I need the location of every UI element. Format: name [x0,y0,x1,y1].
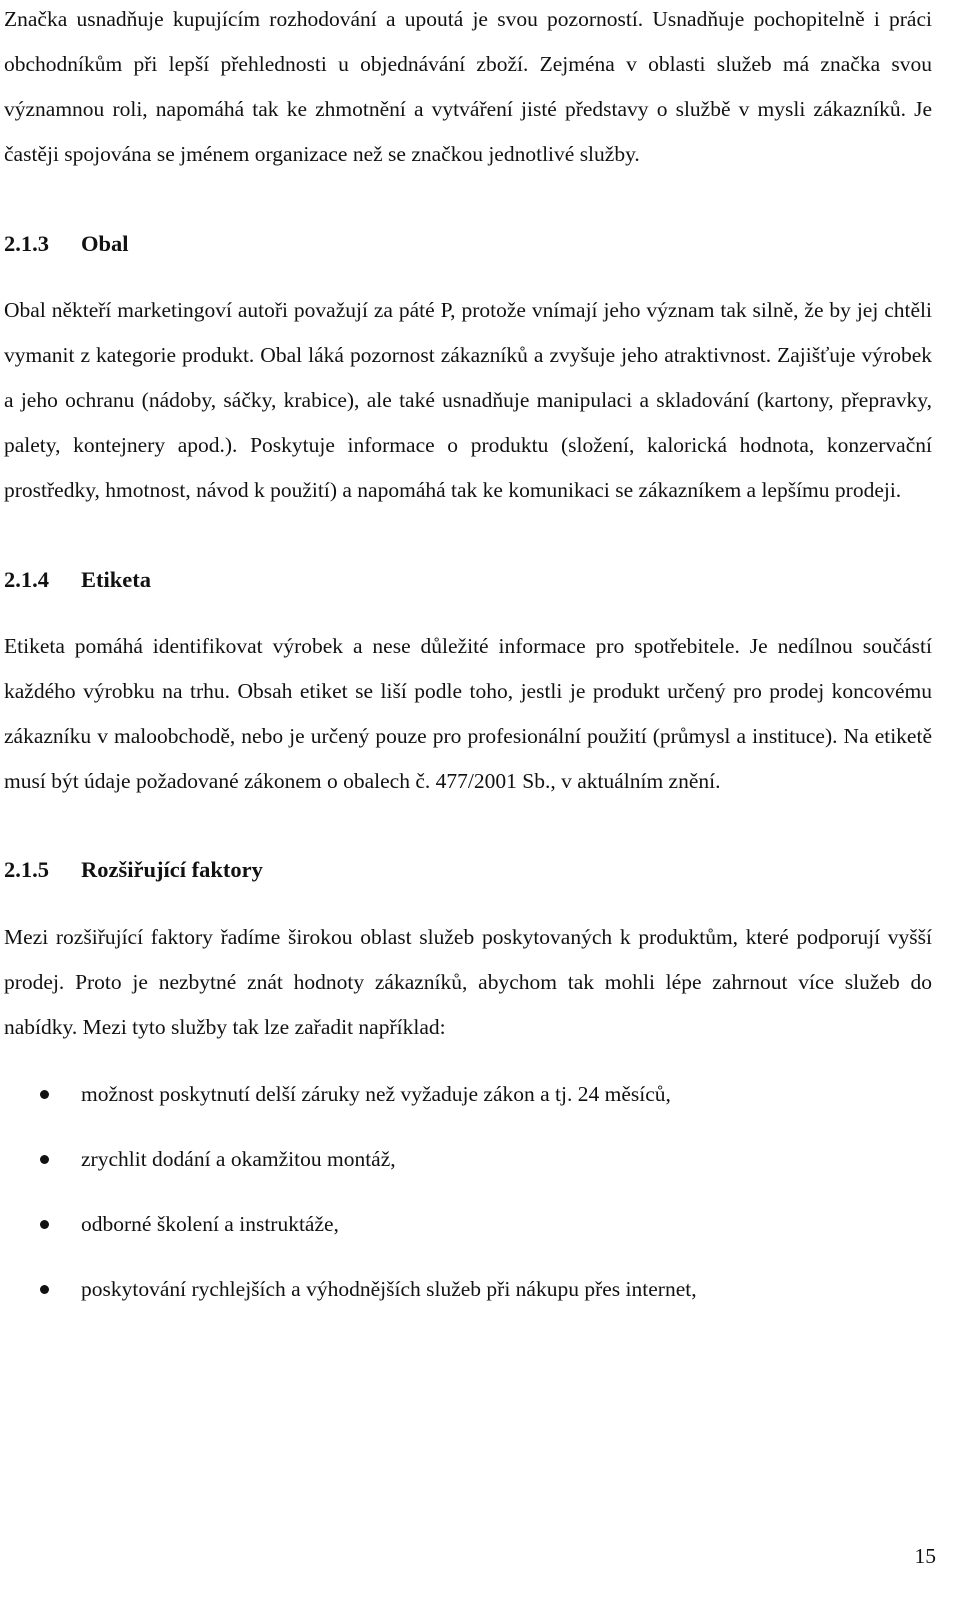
bullet-icon [40,1090,49,1099]
bullet-icon [40,1285,49,1294]
section-number: 2.1.5 [4,857,49,882]
section-heading-etiketa [4,557,932,602]
list-item [4,1267,932,1312]
section-body-obal: Obal někteří marketingoví autoři považují za páté P, protože vnímají jeho význam tak silně, že by jej chtěli vymanit z kategorie produkt. Obal láká pozornost zákazníků a zvyšuje jeho atraktivnost. Zajišťuje výrobek a jeho ochranu (nádoby, sáčky, krabice), ale také usnadňuje manipulaci a skladování (kartony, přepravky, palety, kontejnery apod.). Poskytuje informace o produktu (složení, kalorická hodnota, konzervační prostředky, hmotnost, návod k použití) a napomáhá tak ke komunikaci se zákazníkem a lepšímu prodeji. [4,298,932,502]
list-item-text: možnost poskytnutí delší záruky než vyžaduje zákon a tj. 24 měsíců, [81,1082,671,1106]
services-bullet-list [4,1072,932,1312]
list-item [4,1137,932,1182]
section-title: Obal [81,231,129,256]
section-title: Rozšiřující faktory [81,857,263,882]
list-item-text: poskytování rychlejších a výhodnějších služeb při nákupu přes internet, [81,1277,697,1301]
page-number: 15 [914,1544,936,1568]
section-body-etiketa: Etiketa pomáhá identifikovat výrobek a nese důležité informace pro spotřebitele. Je nedílnou součástí každého výrobku na trhu. Obsah etiket se liší podle toho, jestli je produkt určený pro prodej koncovému zákazníku v maloobchodě, nebo je určený pouze pro profesionální použití (průmysl a instituce). Na etiketě musí být údaje požadované zákonem o obalech č. 477/2001 Sb., v aktuálním znění. [4,634,932,793]
section-title: Etiketa [81,567,151,592]
bullet-icon [40,1220,49,1229]
bullet-icon [40,1155,49,1164]
section-number: 2.1.4 [4,567,49,592]
document-page [4,0,932,1332]
intro-paragraph: Značka usnadňuje kupujícím rozhodování a upoutá je svou pozorností. Usnadňuje pochopitelně i práci obchodníkům při lepší přehlednosti u objednávání zboží. Zejména v oblasti služeb má značka svou významnou roli, napomáhá tak ke zhmotnění a vytváření jisté představy o službě v mysli zákazníků. Je častěji spojována se jménem organizace než se značkou jednotlivé služby. [4,7,932,166]
section-number: 2.1.3 [4,231,49,256]
section-heading-rozsirujici-faktory [4,847,932,892]
list-item-text: odborné školení a instruktáže, [81,1212,339,1236]
section-heading-obal [4,221,932,266]
section-body-rozsirujici-faktory: Mezi rozšiřující faktory řadíme širokou oblast služeb poskytovaných k produktům, které podporují vyšší prodej. Proto je nezbytné znát hodnoty zákazníků, abychom tak mohli lépe zahrnout více služeb do nabídky. Mezi tyto služby tak lze zařadit například: [4,925,932,1039]
list-item [4,1202,932,1247]
list-item [4,1072,932,1117]
list-item-text: zrychlit dodání a okamžitou montáž, [81,1147,396,1171]
